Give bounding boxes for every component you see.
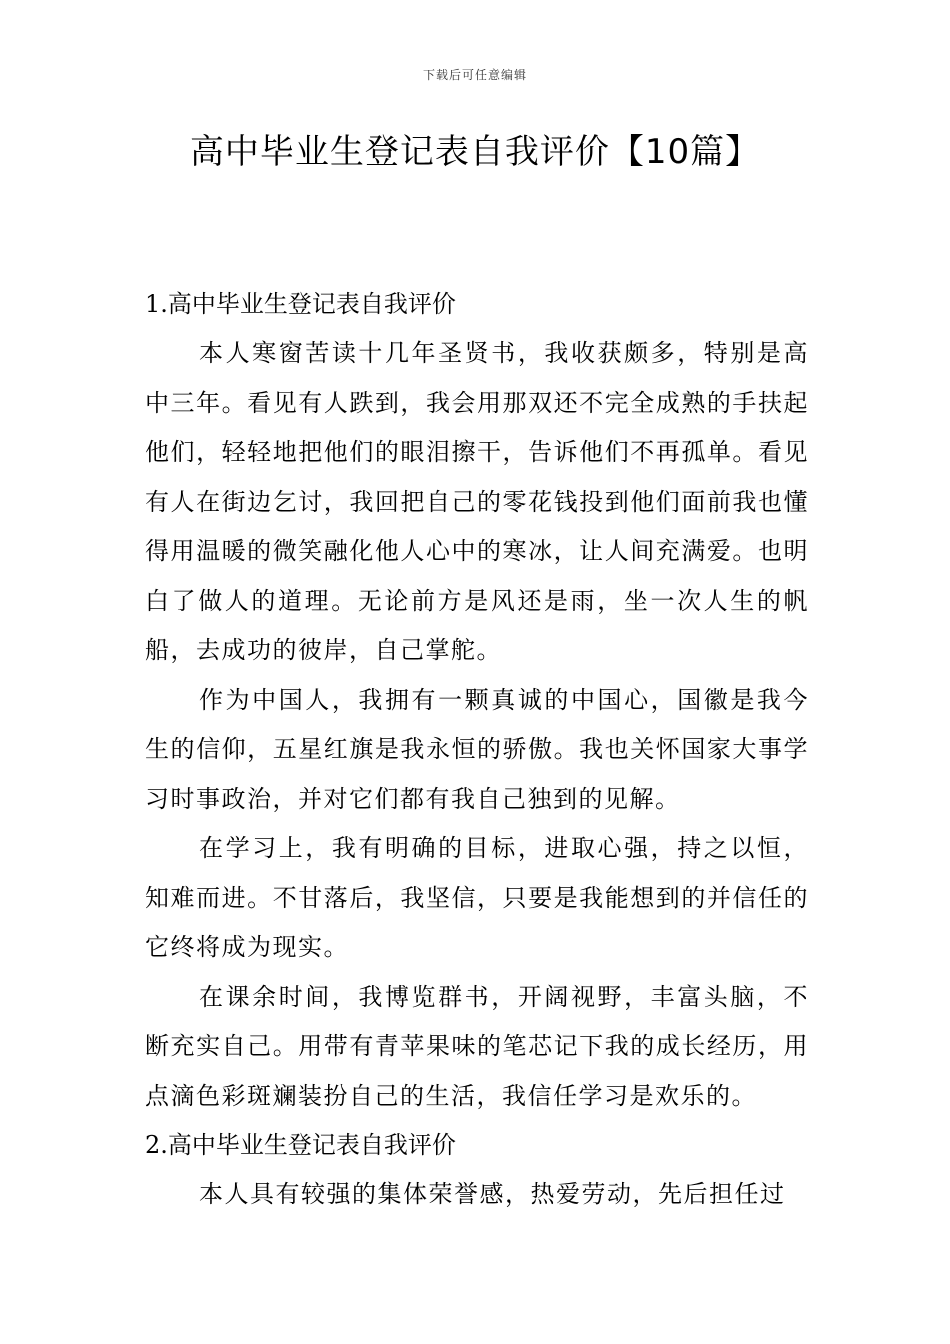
paragraph: 作为中国人，我拥有一颗真诚的中国心，国徽是我今生的信仰，五星红旗是我永恒的骄傲。我也关怀国家大事学习时事政治，并对它们都有我自己独到的见解。 (145, 685, 809, 813)
paragraph: 在学习上，我有明确的目标，进取心强，持之以恒，知难而进。不甘落后，我坚信，只要是我能想到的并信任的它终将成为现实。 (145, 834, 809, 961)
header-note: 下载后可任意编辑 (422, 68, 527, 82)
document-body (145, 280, 809, 1220)
paragraph: 在课余时间，我博览群书，开阔视野，丰富头脑，不断充实自己。用带有青苹果味的笔芯记下我的成长经历，用点滴色彩斑斓装扮自己的生活，我信任学习是欢乐的。 (145, 982, 809, 1110)
section-heading: 2.高中毕业生登记表自我评价 (145, 1131, 456, 1159)
section-heading: 1.高中毕业生登记表自我评价 (145, 290, 456, 318)
paragraph: 本人具有较强的集体荣誉感，热爱劳动，先后担任过 (199, 1180, 786, 1208)
document-title: 高中毕业生登记表自我评价【10篇】 (189, 132, 761, 172)
paragraph: 本人寒窗苦读十几年圣贤书，我收获颇多，特别是高中三年。看见有人跌到，我会用那双还不完全成熟的手扶起他们，轻轻地把他们的眼泪擦干，告诉他们不再孤单。看见有人在街边乞讨，我回把自己的零花钱投到他们面前我也懂得用温暖的微笑融化他人心中的寒冰，让人间充满爱。也明白了做人的道理。无论前方是风还是雨，坐一次人生的帆船，去成功的彼岸，自己掌舵。 (145, 339, 809, 664)
